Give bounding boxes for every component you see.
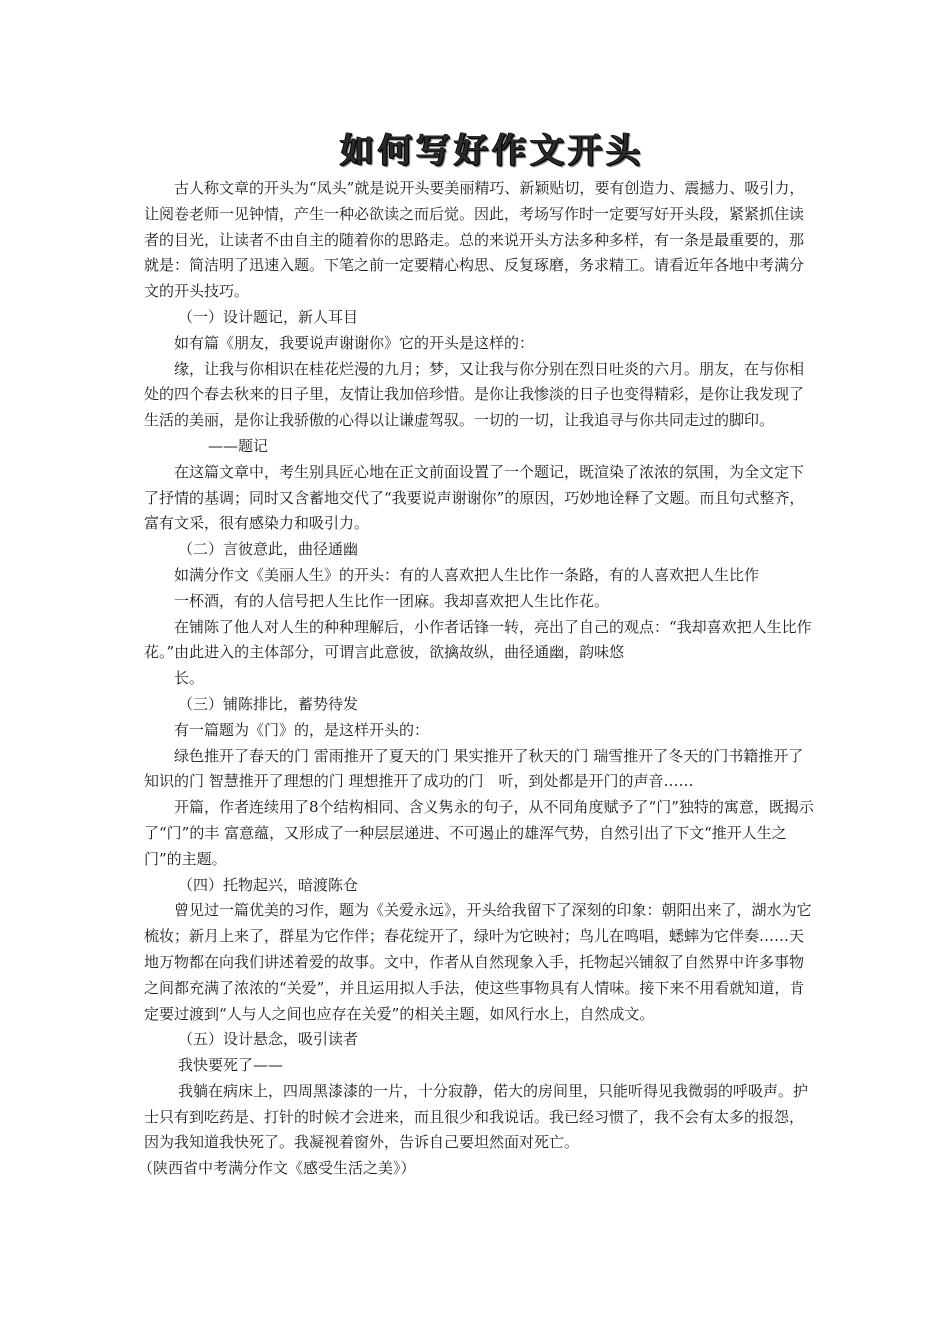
article-body bbox=[138, 176, 814, 1182]
section-3-comment: 开篇，作者连续用了8个结构相同、含义隽永的句子，从不同角度赋予了“门”独特的寓意，既揭示了“门”的丰 富意蕴，又形成了一种层层递进、不可遏止的雄浑气势，自然引出了下文“推开人生之门”的主题。 bbox=[144, 798, 814, 868]
section-3-heading: （三）铺陈排比，蓄势待发 bbox=[178, 694, 359, 713]
section-1-quote-block bbox=[144, 357, 814, 460]
section-4-heading: （四）托物起兴，暗渡陈仓 bbox=[178, 875, 359, 894]
section-4-text: 曾见过一篇优美的习作，题为《关爱永远》，开头给我留下了深刻的印象：朝阳出来了，湖水为它梳妆；新月上来了，群星为它作伴；春花绽开了，绿叶为它映衬；鸟儿在鸣唱，蟋蟀为它伴奏……天地万物都在向我们讲述着爱的故事。文中，作者从自然现象入手，托物起兴铺叙了自然界中许多事物之间都充满了浓浓的“关爱”，并且运用拟人手法，使这些事物具有人情味。接下来不用看就知道，肯定要过渡到“人与人之间也应存在关爱”的相关主题，如风行水上，自然成文。 bbox=[144, 901, 812, 1023]
section-1-quote-tag: ——题记 bbox=[208, 436, 269, 455]
section-5-line1: 我快要死了—— bbox=[178, 1056, 284, 1075]
section-1-comment: 在这篇文章中，考生别具匠心地在正文前面设置了一个题记，既渲染了浓浓的氛围，为全文定下了抒情的基调；同时又含蓄地交代了“我要说声谢谢你”的原因，巧妙地诠释了文题。而且句式整齐，富有文采，很有感染力和吸引力。 bbox=[144, 462, 805, 533]
section-1-quote: 缘，让我与你相识在桂花烂漫的九月；梦，又让我与你分别在烈日吐炎的六月。朋友，在与你相处的四个春去秋来的日子里，友情让我加倍珍惜。是你让我惨淡的日子也变得精彩，是你让我发现了生活的美丽，是你让我骄傲的心得以让谦虚驾驭。一切的一切，让我追寻与你共同走过的脚印。 bbox=[144, 359, 805, 430]
section-3-lead: 有一篇题为《门》的，是这样开头的： bbox=[174, 720, 430, 739]
section-2-comment-a: 在铺陈了他人对人生的种种理解后，小作者话锋一转，亮出了自己的观点：“我却喜欢把人生比作花。”由此进入的主体部分，可谓言此意彼，欲擒故纵，曲径通幽，韵味悠 bbox=[144, 617, 812, 662]
section-5-heading: （五）设计悬念，吸引读者 bbox=[178, 1030, 359, 1049]
section-1-lead: 如有篇《朋友，我要说声谢谢你》它的开头是这样的： bbox=[174, 333, 535, 352]
section-2-heading: （二）言彼意此，曲径通幽 bbox=[178, 540, 359, 559]
section-5-source: （陕西省中考满分作文《感受生活之美》） bbox=[138, 1159, 416, 1178]
section-1-heading: （一）设计题记，新人耳目 bbox=[178, 307, 359, 326]
page-title: 如何写好作文开头 bbox=[340, 131, 644, 171]
section-5-text: 我躺在病床上，四周黑漆漆的一片，十分寂静，偌大的房间里，只能听得见我微弱的呼吸声。护士只有到吃药是、打针的时候才会进来，而且很少和我说话。我已经习惯了，我不会有太多的报怨，因为我知道我快死了。我凝视着窗外，告诉自己要坦然面对死亡。 bbox=[144, 1081, 809, 1152]
section-2-quote-b: 一杯酒，有的人信号把人生比作一团麻。我却喜欢把人生比作花。 bbox=[174, 591, 610, 610]
section-2-comment-b: 长。 bbox=[174, 669, 205, 688]
section-2-quote-a: 如满分作文《美丽人生》的开头：有的人喜欢把人生比作一条路，有的人喜欢把人生比作 bbox=[174, 565, 760, 584]
intro-paragraph: 古人称文章的开头为“凤头”就是说开头要美丽精巧、新颖贴切，要有创造力、震撼力、吸引力，让阅卷老师一见钟情，产生一种必欲读之而后觉。因此，考场写作时一定要写好开头段，紧紧抓住读者的目光，让读者不由自主的随着你的思路走。总的来说开头方法多种多样，有一条是最重要的，那就是：简洁明了迅速入题。下笔之前一定要精心构思、反复琢磨，务求精工。请看近年各地中考满分文的开头技巧。 bbox=[144, 179, 805, 301]
section-3-quote: 绿色推开了春天的门 雷雨推开了夏天的门 果实推开了秋天的门 瑞雪推开了冬天的门书籍推开了知识的门 智慧推开了理想的门 理想推开了成功的门 听，到处都是开门的声音…… bbox=[144, 746, 804, 791]
